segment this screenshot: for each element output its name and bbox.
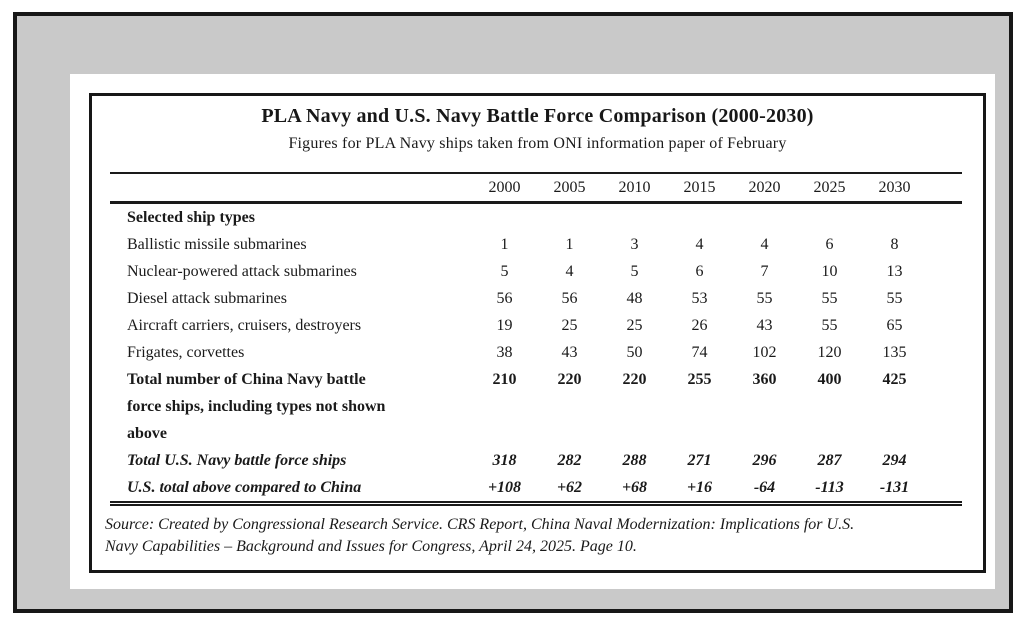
value-cell: 4 <box>760 236 769 253</box>
value-cell: 65 <box>886 317 903 334</box>
row-label-line: force ships, including types not shown <box>127 398 386 415</box>
row-label: Nuclear-powered attack submarines <box>127 263 357 280</box>
value-cell: 5 <box>630 263 639 280</box>
value-cell: 55 <box>886 290 903 307</box>
row-aircraft-carriers-cruisers-destroyers <box>110 312 962 339</box>
value-cell: 4 <box>695 236 704 253</box>
year-header: 2020 <box>732 173 797 203</box>
value-cell: 53 <box>691 290 708 307</box>
value-cell: 360 <box>752 371 777 388</box>
row-label: Aircraft carriers, cruisers, destroyers <box>127 317 362 334</box>
value-cell: +16 <box>686 479 713 496</box>
row-us-navy-total <box>110 447 962 474</box>
row-label <box>110 366 472 447</box>
value-cell: 13 <box>886 263 903 280</box>
value-cell: 6 <box>825 236 834 253</box>
row-spacer <box>927 312 962 339</box>
battle-force-table <box>110 172 962 506</box>
value-cell: 120 <box>817 344 842 361</box>
value-cell: 135 <box>882 344 907 361</box>
row-label: U.S. total above compared to China <box>127 479 362 496</box>
year-header: 2000 <box>472 173 537 203</box>
row-china-navy-total <box>110 366 962 447</box>
outer-frame <box>13 12 1013 613</box>
header-spacer <box>927 173 962 203</box>
value-cell: 271 <box>687 452 712 469</box>
value-cell: 102 <box>752 344 777 361</box>
row-nuclear-powered-attack-submarines <box>110 258 962 285</box>
value-cell: 3 <box>630 236 639 253</box>
value-cell: 287 <box>817 452 842 469</box>
row-spacer <box>927 366 962 447</box>
value-cell: 318 <box>492 452 517 469</box>
row-label-line: above <box>127 425 167 442</box>
row-label: Diesel attack submarines <box>127 290 287 307</box>
value-cell: 48 <box>626 290 643 307</box>
value-cell: 220 <box>557 371 582 388</box>
value-cell: 282 <box>557 452 582 469</box>
value-cell: 55 <box>821 290 838 307</box>
row-diesel-attack-submarines <box>110 285 962 312</box>
value-cell: -64 <box>753 479 776 496</box>
value-cell: 25 <box>626 317 643 334</box>
value-cell: 255 <box>687 371 712 388</box>
value-cell: 43 <box>561 344 578 361</box>
value-cell: 10 <box>821 263 838 280</box>
value-cell: 50 <box>626 344 643 361</box>
value-cell: 56 <box>561 290 578 307</box>
value-cell: 210 <box>492 371 517 388</box>
year-header: 2015 <box>667 173 732 203</box>
row-spacer <box>927 447 962 474</box>
value-cell: 1 <box>500 236 509 253</box>
row-spacer <box>927 231 962 258</box>
value-cell: 56 <box>496 290 513 307</box>
year-header: 2005 <box>537 173 602 203</box>
row-spacer <box>927 258 962 285</box>
year-header: 2025 <box>797 173 862 203</box>
source-note-line: Navy Capabilities – Background and Issues for Congress, April 24, 2025. Page 10. <box>105 538 637 555</box>
row-spacer <box>927 285 962 312</box>
year-header: 2010 <box>602 173 667 203</box>
value-cell: 7 <box>760 263 769 280</box>
figure-box <box>89 93 986 573</box>
value-cell: 220 <box>622 371 647 388</box>
section-row-selected-ship-types <box>110 203 962 232</box>
row-label: Ballistic missile submarines <box>127 236 307 253</box>
value-cell: 5 <box>500 263 509 280</box>
value-cell: 55 <box>821 317 838 334</box>
value-cell: 296 <box>752 452 777 469</box>
row-us-vs-china-difference <box>110 474 962 504</box>
value-cell: +62 <box>556 479 583 496</box>
row-frigates-corvettes <box>110 339 962 366</box>
year-header-row <box>110 173 962 203</box>
figure-title: PLA Navy and U.S. Navy Battle Force Comparison (2000-2030) <box>261 105 814 127</box>
row-label-line: Total number of China Navy battle <box>127 371 366 388</box>
source-note <box>105 514 963 558</box>
value-cell: 294 <box>882 452 907 469</box>
value-cell: 38 <box>496 344 513 361</box>
comparison-table-wrap <box>110 172 962 506</box>
value-cell: 19 <box>496 317 513 334</box>
row-spacer <box>927 339 962 366</box>
row-label: Frigates, corvettes <box>127 344 245 361</box>
value-cell: +68 <box>621 479 648 496</box>
value-cell: 26 <box>691 317 708 334</box>
value-cell: 4 <box>565 263 574 280</box>
figure-subtitle: Figures for PLA Navy ships taken from ONI information paper of February <box>288 135 787 152</box>
value-cell: 25 <box>561 317 578 334</box>
value-cell: 400 <box>817 371 842 388</box>
year-header: 2030 <box>862 173 927 203</box>
value-cell: 43 <box>756 317 773 334</box>
figure-page <box>70 74 995 589</box>
value-cell: 425 <box>882 371 907 388</box>
source-note-line: Source: Created by Congressional Research Service. CRS Report, China Naval Modernization: Implications for U.S. <box>105 516 855 533</box>
row-label: Total U.S. Navy battle force ships <box>127 452 347 469</box>
value-cell: 55 <box>756 290 773 307</box>
section-label: Selected ship types <box>127 209 255 226</box>
value-cell: 8 <box>890 236 899 253</box>
value-cell: 6 <box>695 263 704 280</box>
value-cell: -113 <box>815 479 844 496</box>
value-cell: +108 <box>487 479 522 496</box>
row-spacer <box>927 474 962 504</box>
value-cell: -131 <box>879 479 910 496</box>
value-cell: 1 <box>565 236 574 253</box>
row-ballistic-missile-submarines <box>110 231 962 258</box>
ship-type-column-header <box>110 173 472 203</box>
value-cell: 288 <box>622 452 647 469</box>
value-cell: 74 <box>691 344 708 361</box>
